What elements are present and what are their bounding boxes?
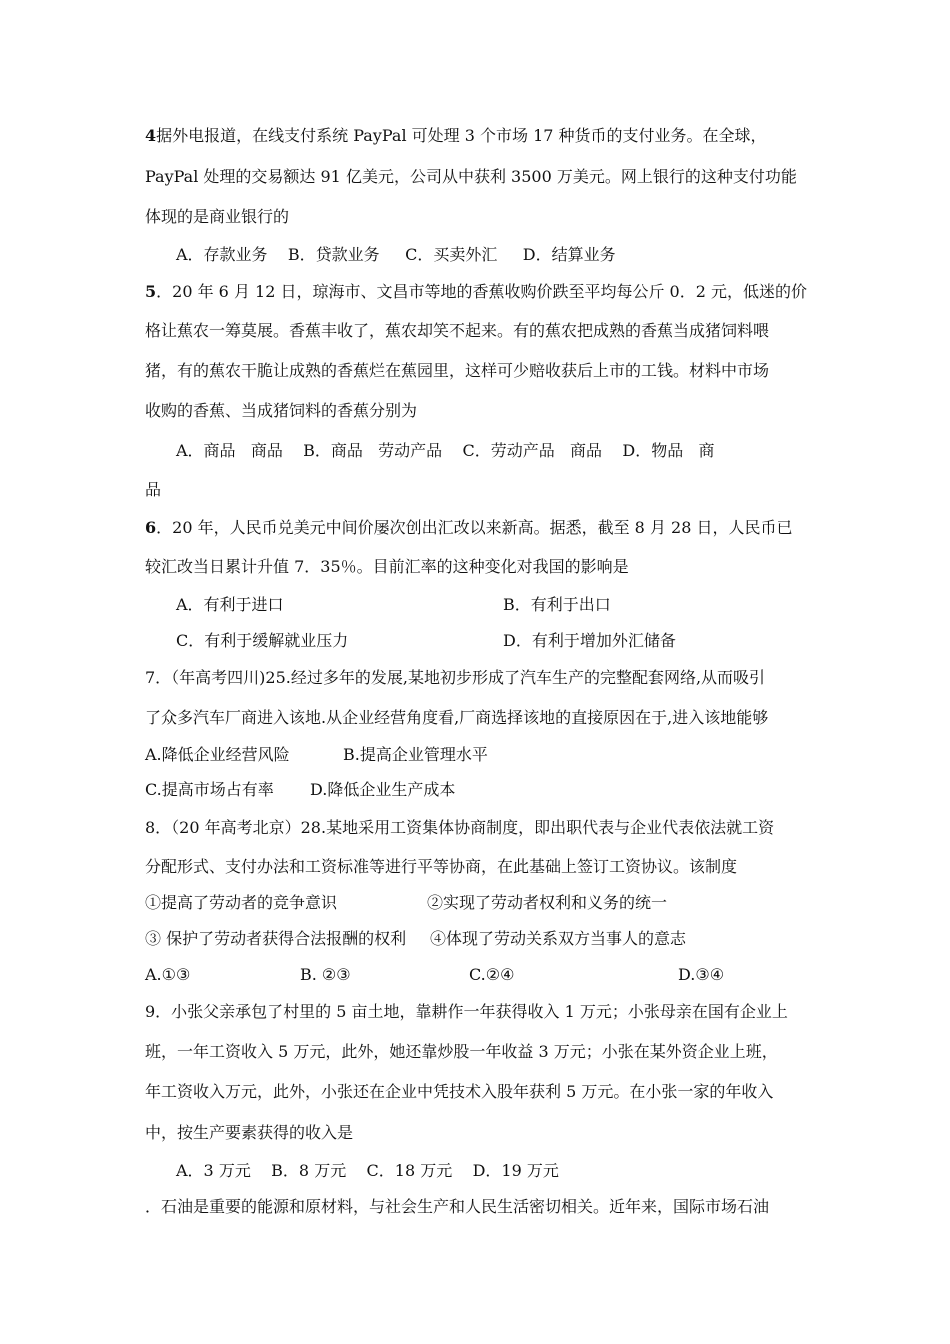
q4-text-1: 据外电报道，在线支付系统 PayPal 可处理 3 个市场 17 种货币的支付业务。在全球， (156, 126, 767, 145)
q9-line-1: 9．小张父亲承包了村里的 5 亩土地，靠耕作一年获得收入 1 万元；小张母亲在国有企业上 (145, 1002, 788, 1021)
q9-line-2: 班，一年工资收入 5 万元，此外，她还靠炒股一年收益 3 万元；小张在某外资企业上班， (145, 1042, 778, 1061)
q5-options-wrap: 品 (145, 480, 162, 499)
q8-item-4: ④体现了劳动关系双方当事人的意志 (430, 929, 687, 948)
q6-text-1: ．20 年，人民币兑美元中间价屡次创出汇改以来新高。据悉，截至 8 月 28 日，人民币已 (156, 518, 793, 537)
q8-line-2: 分配形式、支付办法和工资标准等进行平等协商，在此基础上签订工资协议。该制度 (145, 857, 738, 876)
q5-options: A．商品 商品 B．商品 劳动产品 C．劳动产品 商品 D．物品 商 (176, 441, 715, 460)
q6-option-a: A．有利于进口 (176, 595, 284, 614)
q6-option-c: C．有利于缓解就业压力 (176, 631, 349, 650)
q7-option-c: C.提高市场占有率 (145, 780, 274, 799)
q4-line-3: 体现的是商业银行的 (145, 207, 290, 226)
q8-item-1: ①提高了劳动者的竞争意识 (145, 893, 338, 912)
q7-line-2: 了众多汽车厂商进入该地.从企业经营角度看,厂商选择该地的直接原因在于,进入该地能够 (145, 708, 769, 727)
q7-line-1: 7．（年高考四川)25.经过多年的发展,某地初步形成了汽车生产的完整配套网络,从而吸引 (145, 668, 766, 687)
q7-option-a: A.降低企业经营风险 (145, 745, 290, 764)
q6-option-d: D．有利于增加外汇储备 (503, 631, 676, 650)
q8-item-3: ③ 保护了劳动者获得合法报酬的权利 (145, 929, 407, 948)
q6-number: 6 (145, 518, 157, 537)
q8-option-d: D.③④ (678, 965, 725, 984)
q8-option-a: A.①③ (145, 965, 191, 984)
q4-options: A．存款业务 B．贷款业务 C．买卖外汇 D．结算业务 (176, 245, 616, 264)
q5-line-3: 猪，有的蕉农干脆让成熟的香蕉烂在蕉园里，这样可少赔收获后上市的工钱。材料中市场 (145, 361, 770, 380)
q4-line-2: PayPal 处理的交易额达 91 亿美元，公司从中获利 3500 万美元。网上银行的这种支付功能 (145, 167, 797, 186)
q5-number: 5 (145, 282, 157, 301)
q8-option-b: B. ②③ (300, 965, 351, 984)
q4-line-1 (145, 126, 767, 146)
q6-line-2: 较汇改当日累计升值 7．35％。目前汇率的这种变化对我国的影响是 (145, 557, 629, 576)
q9-line-4: 中，按生产要素获得的收入是 (145, 1123, 354, 1142)
q8-line-1: 8．（20 年高考北京）28.某地采用工资集体协商制度，即出职代表与企业代表依法就工资 (145, 818, 775, 837)
q4-number: 4 (145, 126, 157, 145)
q5-line-1 (145, 282, 807, 302)
q5-text-1: ．20 年 6 月 12 日，琼海市、文昌市等地的香蕉收购价跌至平均每公斤 0．2 元，低迷的价 (156, 282, 808, 301)
q5-line-4: 收购的香蕉、当成猪饲料的香蕉分别为 (145, 401, 418, 420)
q6-line-1 (145, 518, 792, 538)
q9-line-3: 年工资收入万元，此外，小张还在企业中凭技术入股年获利 5 万元。在小张一家的年收入 (145, 1082, 774, 1101)
q7-option-b: B.提高企业管理水平 (343, 745, 488, 764)
q7-option-d: D.降低企业生产成本 (310, 780, 456, 799)
q10-line-1: ．石油是重要的能源和原材料，与社会生产和人民生活密切相关。近年来，国际市场石油 (145, 1197, 770, 1216)
q5-line-2: 格让蕉农一筹莫展。香蕉丰收了，蕉农却笑不起来。有的蕉农把成熟的香蕉当成猪饲料喂 (145, 321, 770, 340)
q6-option-b: B．有利于出口 (503, 595, 611, 614)
q8-item-2: ②实现了劳动者权利和义务的统一 (427, 893, 668, 912)
q9-options: A．3 万元 B．8 万元 C．18 万元 D．19 万元 (176, 1161, 559, 1180)
q8-option-c: C.②④ (469, 965, 515, 984)
